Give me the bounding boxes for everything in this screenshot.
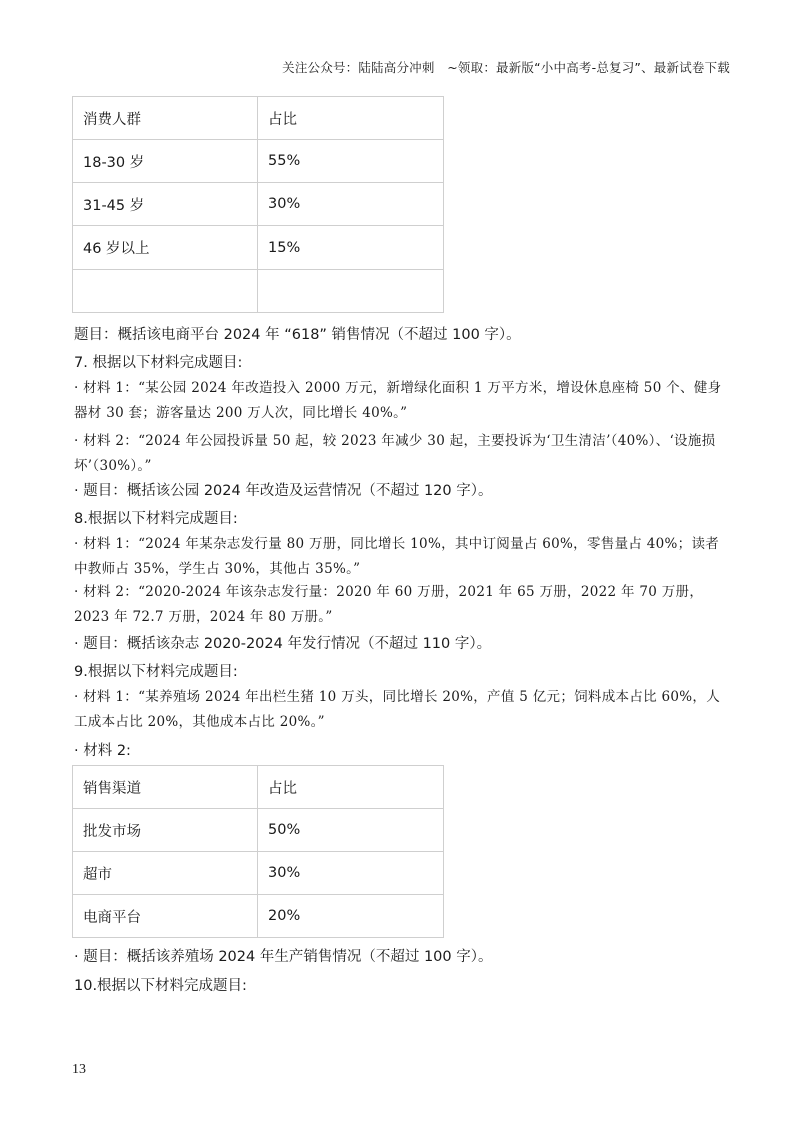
q6-task: 题目：概括该电商平台 2024 年 “618” 销售情况（不超过 100 字）。 bbox=[74, 327, 521, 343]
table-row bbox=[73, 226, 444, 270]
q7-material-1: · 材料 1：“某公园 2024 年改造投入 2000 万元，新增绿化面积 1 万平方米，增设休息座椅 50 个、健身器材 30 套；游客量达 200 万人次，同比增长 40%。” bbox=[74, 380, 722, 421]
table-cell: 55% bbox=[258, 140, 444, 183]
q9-task: · 题目：概括该养殖场 2024 年生产销售情况（不超过 100 字）。 bbox=[74, 949, 493, 965]
q7-task: · 题目：概括该公园 2024 年改造及运营情况（不超过 120 字）。 bbox=[74, 483, 493, 499]
table-cell bbox=[258, 270, 444, 313]
q9-material-1: · 材料 1：“某养殖场 2024 年出栏生猪 10 万头，同比增长 20%，产值 5 亿元；饲料成本占比 60%，人工成本占比 20%，其他成本占比 20%。” bbox=[74, 689, 721, 730]
table-cell: 31-45 岁 bbox=[73, 183, 258, 226]
table-header-cell: 占比 bbox=[258, 97, 444, 140]
table-cell bbox=[73, 270, 258, 313]
q8-material-1: · 材料 1：“2024 年某杂志发行量 80 万册，同比增长 10%，其中订阅量占 60%，零售量占 40%；读者中教师占 35%，学生占 30%，其他占 35%。” bbox=[74, 536, 720, 577]
table-cell: 批发市场 bbox=[73, 809, 258, 852]
table-header-row bbox=[73, 766, 444, 809]
q7-material-2: · 材料 2：“2024 年公园投诉量 50 起，较 2023 年减少 30 起，主要投诉为‘卫生清洁’（40%）、‘设施损坏’（30%）。” bbox=[74, 433, 716, 474]
q8-title: 8.根据以下材料完成题目: bbox=[74, 511, 238, 527]
table-row bbox=[73, 183, 444, 226]
consumer-group-table bbox=[72, 96, 444, 313]
table-cell: 46 岁以上 bbox=[73, 226, 258, 270]
table-row bbox=[73, 852, 444, 895]
header-note: 关注公众号：陆陆高分冲刺 ~领取：最新版“小中高考-总复习”、最新试卷下载 bbox=[282, 60, 730, 75]
q9-material-2-label: · 材料 2: bbox=[74, 743, 131, 759]
table-cell: 电商平台 bbox=[73, 895, 258, 938]
table-header-cell: 销售渠道 bbox=[73, 766, 258, 809]
sales-channel-table bbox=[72, 765, 444, 938]
table-row bbox=[73, 809, 444, 852]
table-cell: 50% bbox=[258, 809, 444, 852]
table-cell: 30% bbox=[258, 852, 444, 895]
table-cell: 超市 bbox=[73, 852, 258, 895]
q9-title: 9.根据以下材料完成题目: bbox=[74, 664, 238, 680]
table-cell: 15% bbox=[258, 226, 444, 270]
table-row bbox=[73, 140, 444, 183]
table-cell: 18-30 岁 bbox=[73, 140, 258, 183]
table-header-row bbox=[73, 97, 444, 140]
table-row bbox=[73, 895, 444, 938]
page-number: 13 bbox=[72, 1062, 86, 1077]
q7-title: 7. 根据以下材料完成题目: bbox=[74, 355, 243, 371]
q8-task: · 题目：概括该杂志 2020-2024 年发行情况（不超过 110 字）。 bbox=[74, 636, 492, 652]
q8-material-2: · 材料 2：“2020-2024 年该杂志发行量：2020 年 60 万册，2021 年 65 万册，2022 年 70 万册，2023 年 72.7 万册，2024 年 80 万册。” bbox=[74, 584, 704, 625]
q10-title: 10.根据以下材料完成题目: bbox=[74, 978, 247, 994]
table-cell: 30% bbox=[258, 183, 444, 226]
table-row bbox=[73, 270, 444, 313]
table-header-cell: 消费人群 bbox=[73, 97, 258, 140]
table-header-cell: 占比 bbox=[258, 766, 444, 809]
table-cell: 20% bbox=[258, 895, 444, 938]
